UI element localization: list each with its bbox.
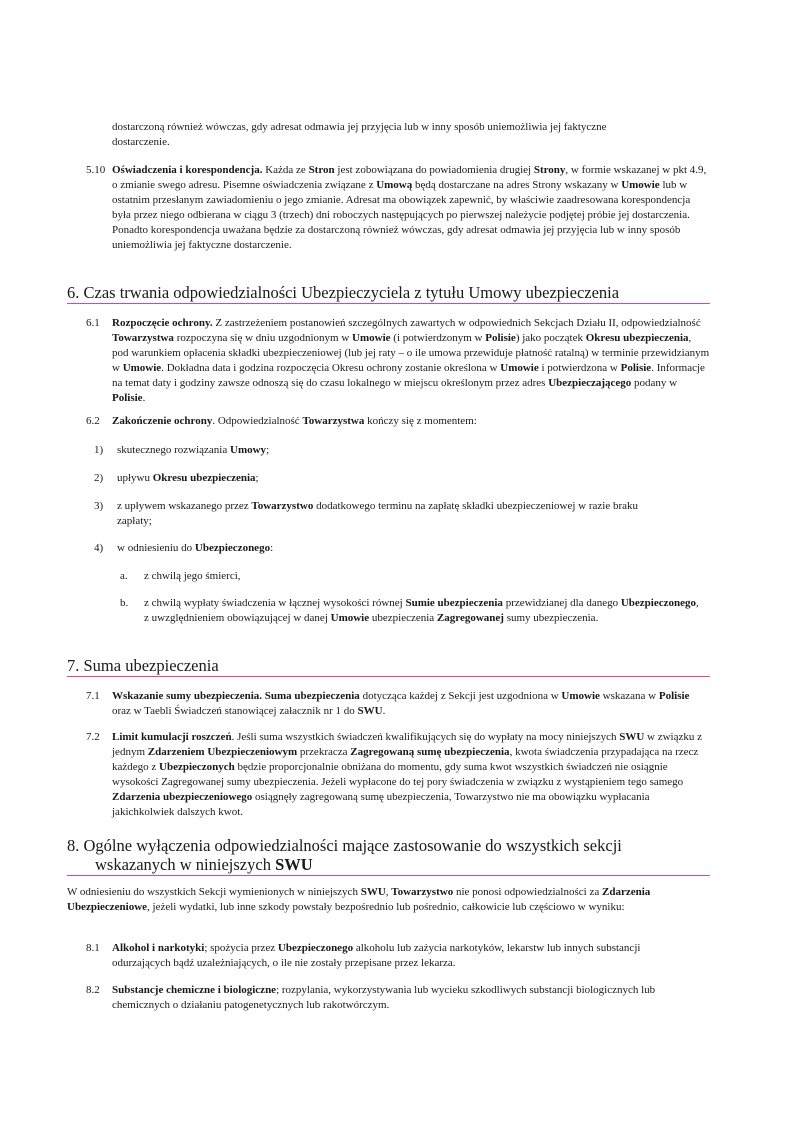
clause-8-2 <box>112 983 692 1013</box>
term: Polisie <box>112 392 143 404</box>
section-heading-6: 6. Czas trwania odpowiedzialności Ubezpieczyciela z tytułu Umowy ubezpieczenia <box>67 283 710 304</box>
clause-number: 7.2 <box>86 731 100 743</box>
section-heading-7: 7. Suma ubezpieczenia <box>67 656 710 677</box>
clause-title: Limit kumulacji roszczeń <box>112 731 232 743</box>
text-run: , <box>385 886 392 898</box>
clause-number: 6.1 <box>86 317 100 329</box>
text-run: dotycząca każdej z Sekcji jest uzgodniona w <box>359 690 562 702</box>
sublist-item: z chwilą jego śmierci, <box>144 570 241 582</box>
term: Strony <box>533 164 566 176</box>
text-run: będzie proporcjonalnie obniżana do momentu, gdy suma kwot wszystkich świadczeń nie osiągnie wysokości Zagregowanej sumy ubezpieczenia. Jeżeli wypłacone do tej pory świadczenia w związku z wystąpieniem tego samego <box>112 761 684 788</box>
term: Okresu ubezpieczenia <box>585 332 689 344</box>
term: Zagregowaną sumę ubezpieczenia <box>350 746 510 758</box>
term: Ubezpieczonego <box>277 942 354 954</box>
text-run: skutecznego rozwiązania <box>117 444 230 456</box>
clause-number: 5.10 <box>86 164 106 176</box>
clause-title: Zakończenie ochrony <box>112 415 213 427</box>
clause-title: Alkohol i narkotyki <box>112 942 205 954</box>
term: Zdarzeniem Ubezpieczeniowym <box>147 746 298 758</box>
term: Zagregowanej <box>436 612 504 624</box>
clause-6-2 <box>112 414 710 429</box>
sublist-number: a. <box>120 570 128 582</box>
text-run: ; rozpylania, wykorzystywania lub wycieku szkodliwych substancji biologicznych lub chemicznych o działaniu patogenetycznych lub rakotwórczym. <box>112 984 656 1011</box>
clause-number: 7.1 <box>86 690 100 702</box>
intro-paragraph <box>112 120 712 150</box>
text-run: przekracza <box>297 746 351 758</box>
term: Towarzystwa <box>112 332 174 344</box>
text-run: , jeżeli wydatki, lub inne szkody powstały bezpośrednio lub pośrednio, całkowicie lub częściowo w wyniku: <box>147 901 625 913</box>
heading-line <box>67 855 710 874</box>
term: SWU <box>619 731 645 743</box>
sublist-number: b. <box>120 597 129 609</box>
text-run: w odniesieniu do <box>117 542 195 554</box>
text-run: . <box>382 705 386 717</box>
term: SWU <box>360 886 386 898</box>
term: Suma ubezpieczenia <box>264 690 360 702</box>
heading-line: 8. Ogólne wyłączenia odpowiedzialności mające zastosowanie do wszystkich sekcji <box>67 836 622 855</box>
term: Sumie ubezpieczenia <box>405 597 503 609</box>
text-run: : <box>270 542 274 554</box>
term: Umowie <box>621 179 660 191</box>
clause-7-1 <box>112 689 710 719</box>
text-run: w związku z jednym <box>112 731 703 758</box>
text-run: W odniesieniu do wszystkich Sekcji wymienionych w niniejszych <box>67 886 361 898</box>
list-item <box>117 471 677 486</box>
term: Stron <box>308 164 335 176</box>
sublist-item <box>144 596 699 626</box>
term: Umowie <box>122 362 162 374</box>
text-run: Każda ze <box>262 164 309 176</box>
list-item <box>117 541 677 556</box>
text-run: , z uwzględnieniem obowiązującej w danej <box>144 597 699 624</box>
clause-number: 6.2 <box>86 415 100 427</box>
text-run: Z zastrzeżeniem postanowień szczególnych zawartych w odpowiednich Sekcjach Działu II, odpowiedzialność <box>212 317 701 329</box>
clause-7-2 <box>112 730 710 820</box>
term: Towarzystwo <box>391 886 454 898</box>
term: Towarzystwo <box>251 500 314 512</box>
term: Umowy <box>230 444 267 456</box>
text-run: dodatkowego terminu na zapłatę składki ubezpieczeniowej w razie braku zapłaty; <box>117 500 638 527</box>
text-run: będą dostarczane na adres Strony wskazany w <box>412 179 622 191</box>
intro-line: dostarczoną również wówczas, gdy adresat odmawia jej przyjęcia lub w inny sposób uniemożliwia jej faktyczne <box>112 121 607 133</box>
clause-number: 8.1 <box>86 942 100 954</box>
text-run: , pod warunkiem opłacenia składki ubezpieczeniowej (lub jej raty – o ile umowa przewiduje płatność ratalną) w terminie przewidzianym w <box>112 332 710 374</box>
text-run: kończy się z momentem: <box>364 415 477 427</box>
term: Okresu ubezpieczenia <box>152 472 256 484</box>
text-run: podany w <box>631 377 678 389</box>
term: Umowie <box>500 362 539 374</box>
text-run: lub w ostatnim przesłanym zawiadomieniu o jego zmianie. Adresat ma obowiązek zapewnić, by właściwie zaadresowana korespondencja była przez niego odbierana w ciągu 3 (trzech) dni roboczych następujących po pierwszej należycie podjętej próbie jej dostarczenia. Ponadto korespondencja uważana będzie za dostarczoną również wówczas, gdy adresat odmawia jej przyjęcia lub w inny sposób uniemożliwia jej faktyczne dostarczenie. <box>112 179 691 251</box>
term: Polisie <box>485 332 516 344</box>
text-run: i potwierdzona w <box>538 362 621 374</box>
list-item <box>117 443 677 458</box>
text-run: jest zobowiązana do powiadomienia drugiej <box>334 164 534 176</box>
list-number: 1) <box>94 444 104 456</box>
term: Umowie <box>561 690 600 702</box>
clause-6-1 <box>112 316 710 406</box>
clause-title: Rozpoczęcie ochrony. <box>112 317 213 329</box>
term: Umowie <box>352 332 391 344</box>
text-run: ubezpieczenia <box>369 612 437 624</box>
text-run: wskazana w <box>599 690 659 702</box>
term: Umowie <box>330 612 370 624</box>
text-run: . <box>142 392 146 404</box>
term: Zdarzenia ubezpieczeniowego <box>112 791 253 803</box>
text-run: ; <box>255 472 259 484</box>
clause-number: 8.2 <box>86 984 100 996</box>
section-heading-8 <box>67 836 710 876</box>
list-item <box>117 499 645 529</box>
list-number: 4) <box>94 542 104 554</box>
clause-title: Substancje chemiczne i biologiczne <box>112 984 277 996</box>
term: Ubezpieczonego <box>194 542 271 554</box>
text-run: sumy ubezpieczenia. <box>503 612 599 624</box>
term: Ubezpieczonego <box>620 597 696 609</box>
text-run: . Odpowiedzialność <box>212 415 303 427</box>
text-run: ) jako początek <box>515 332 586 344</box>
section-8-intro <box>67 885 712 915</box>
list-number: 3) <box>94 500 104 512</box>
text-run: ; <box>266 444 270 456</box>
text-run: upływu <box>117 472 153 484</box>
clause-5-10 <box>112 163 710 253</box>
text-run: , kwota świadczenia przypadająca na rzecz każdego z <box>112 746 699 773</box>
term: Towarzystwa <box>302 415 365 427</box>
text-run: alkoholu lub zażycia narkotyków, lekarstw lub innych substancji odurzających bądź uzależniających, o ile nie zostały przepisane przez lekarza. <box>112 942 641 969</box>
term: Polisie <box>658 690 690 702</box>
term: Ubezpieczonych <box>159 761 235 773</box>
text-run: . Jeśli suma wszystkich świadczeń kwalifikujących się do wypłaty na mocy niniejszych <box>231 731 620 743</box>
text-run: wskazanych w niniejszych <box>95 855 276 874</box>
text-run: . Dokładna data i godzina rozpoczęcia Okresu ochrony zostanie określona w <box>161 362 501 374</box>
intro-line: dostarczenie. <box>112 136 170 148</box>
text-run: nie ponosi odpowiedzialności za <box>453 886 602 898</box>
term: SWU <box>275 855 313 874</box>
clause-title: Oświadczenia i korespondencja. <box>112 164 263 176</box>
term: Polisie <box>620 362 652 374</box>
text-run: osiągnęły zagregowaną sumę ubezpieczenia, Towarzystwo nie ma obowiązku wypłacania jakichkolwiek dalszych kwot. <box>112 791 650 818</box>
clause-8-1 <box>112 941 692 971</box>
term: SWU <box>357 705 383 717</box>
text-run: . Informacje na temat daty i godziny zawsze odnoszą się do czasu lokalnego w miejscu określonym przez adres <box>112 362 705 389</box>
text-run: ; spożycia przez <box>204 942 278 954</box>
list-number: 2) <box>94 472 104 484</box>
text-run: , w formie wskazanej w pkt 4.9, o zmianie swego adresu. Pisemne oświadczenia związane z <box>112 164 707 191</box>
clause-title: Wskazanie sumy ubezpieczenia. <box>112 690 263 702</box>
text-run: przewidzianej dla danego <box>502 597 621 609</box>
text-run: z chwilą wypłaty świadczenia w łącznej wysokości równej <box>144 597 406 609</box>
term: Ubezpieczającego <box>548 377 632 389</box>
text-run: rozpoczyna się w dniu uzgodnionym w <box>173 332 353 344</box>
term: Zdarzenia Ubezpieczeniowe <box>67 886 651 913</box>
text-run: z upływem wskazanego przez <box>117 500 252 512</box>
term: Umową <box>376 179 413 191</box>
text-run: oraz w Taebli Świadczeń stanowiącej załacznik nr 1 do <box>112 705 358 717</box>
text-run: (i potwierdzonym w <box>390 332 486 344</box>
